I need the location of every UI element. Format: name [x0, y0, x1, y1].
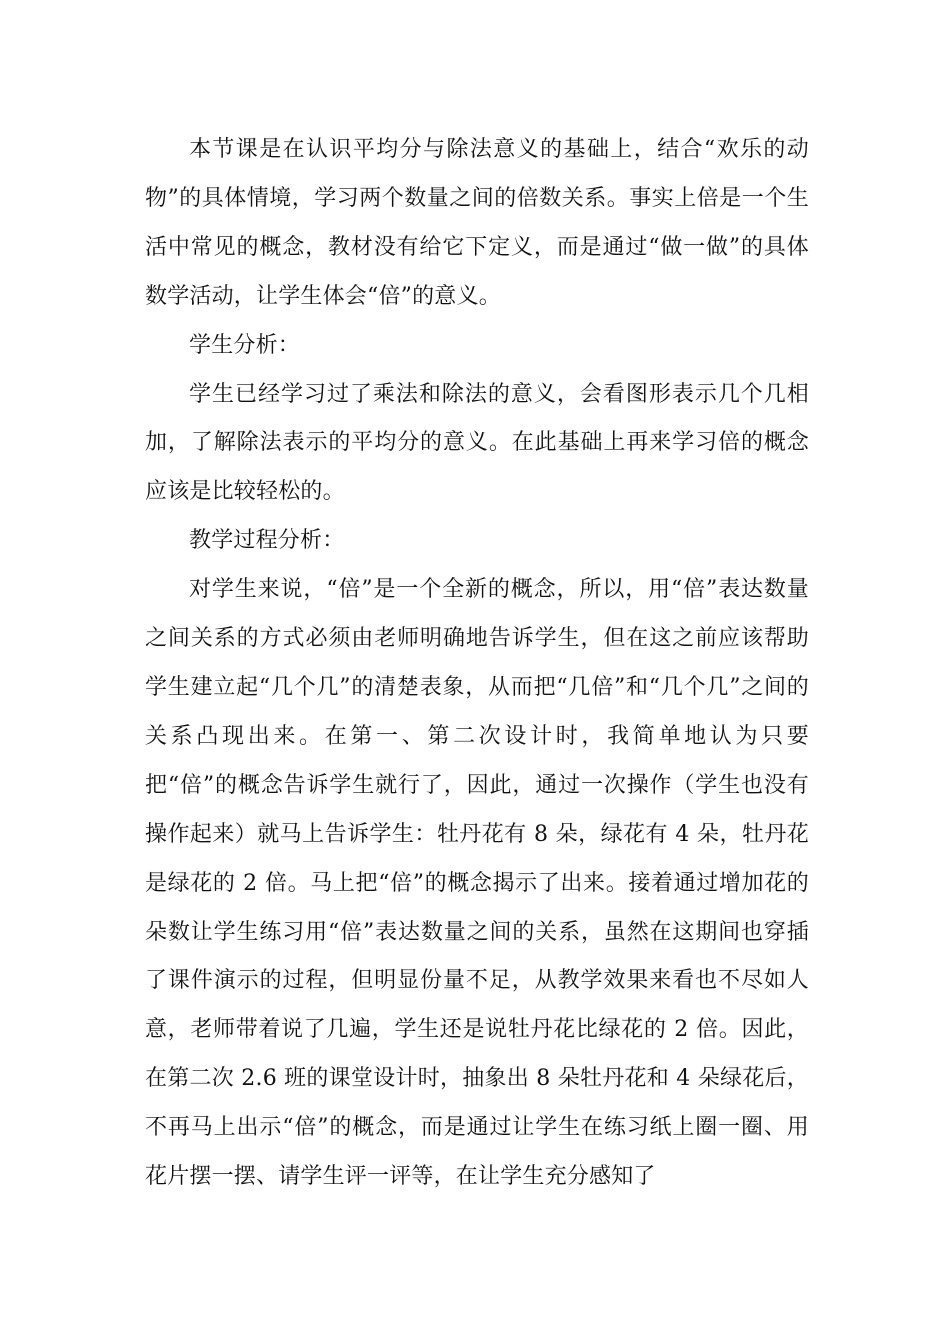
student-analysis-heading: 学生分析： — [189, 332, 301, 358]
teaching-process-paragraph: 对学生来说，“倍”是一个全新的概念，所以，用“倍”表达数量之间关系的方式必须由老师明确地告诉学生，但在这之前应该帮助学生建立起“几个几”的清楚表象，从而把“几倍”和“几个几”之间的关系凸现出来。在第一、第二次设计时，我简单地认为只要把“倍”的概念告诉学生就行了，因此，通过一次操作（学生也没有操作起来）就马上告诉学生：牡丹花有 8 朵，绿花有 4 朵，牡丹花是绿花的 2 倍。马上把“倍”的概念揭示了出来。接着通过增加花的朵数让学生练习用“倍”表达数量之间的关系，虽然在这期间也穿插了课件演示的过程，但明显份量不足，从教学效果来看也不尽如人意，老师带着说了几遍，学生还是说牡丹花比绿花的 2 倍。因此，在第二次 2.6 班的课堂设计时，抽象出 8 朵牡丹花和 4 朵绿花后，不再马上出示“倍”的概念，而是通过让学生在练习纸上圈一圈、用花片摆一摆、请学生评一评等，在让学生充分感知了 — [145, 577, 809, 1190]
teaching-process-heading: 教学过程分析： — [189, 528, 345, 554]
intro-paragraph: 本节课是在认识平均分与除法意义的基础上，结合“欢乐的动物”的具体情境，学习两个数量之间的倍数关系。事实上倍是一个生活中常见的概念，教材没有给它下定义，而是通过“做一做”的具体数学活动，让学生体会“倍”的意义。 — [145, 137, 809, 309]
document-body — [145, 126, 809, 1202]
student-analysis-paragraph: 学生已经学习过了乘法和除法的意义，会看图形表示几个几相加，了解除法表示的平均分的意义。在此基础上再来学习倍的概念应该是比较轻松的。 — [145, 381, 809, 505]
